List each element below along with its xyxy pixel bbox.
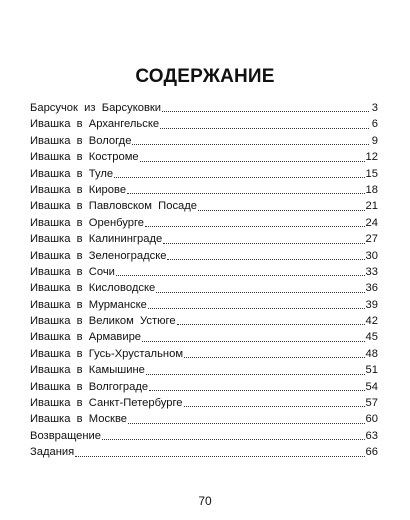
toc-entry-title: Ивашка в Костроме: [30, 151, 139, 164]
toc-entry-page: 42: [365, 315, 378, 328]
toc-entry-page: 3: [371, 102, 378, 114]
dot-leader: [184, 347, 365, 358]
toc-entry: [30, 362, 378, 378]
table-of-contents: [30, 100, 378, 461]
dot-leader: [184, 396, 365, 407]
dot-leader: [116, 265, 365, 276]
toc-entry-title: Ивашка в Сочи: [30, 265, 115, 278]
toc-entry-title: Ивашка в Туле: [30, 167, 114, 180]
toc-entry-title: Ивашка в Гусь-Хрустальном: [30, 347, 184, 360]
toc-entry: [30, 100, 378, 116]
toc-entry: [30, 166, 378, 182]
toc-entry: [30, 116, 378, 132]
toc-entry-page: 48: [365, 347, 378, 360]
dot-leader: [177, 314, 365, 325]
toc-entry-title: Ивашка в Павловском Посаде: [30, 200, 198, 213]
toc-entry: [30, 231, 378, 247]
dot-leader: [145, 216, 365, 227]
dot-leader: [75, 446, 364, 457]
toc-entry: [30, 198, 378, 214]
toc-entry-page: 24: [365, 216, 378, 229]
toc-entry-title: Задания: [30, 446, 75, 459]
toc-entry: [30, 133, 378, 149]
dot-leader: [149, 380, 364, 391]
toc-entry: [30, 264, 378, 280]
toc-entry-page: 39: [365, 298, 378, 311]
toc-entry-page: 57: [365, 397, 378, 410]
toc-entry-page: 60: [365, 413, 378, 426]
toc-entry-title: Ивашка в Москве: [30, 413, 127, 426]
dot-leader: [198, 200, 365, 211]
toc-entry-page: 30: [365, 249, 378, 262]
toc-entry-page: 45: [365, 331, 378, 344]
toc-entry: [30, 313, 378, 329]
toc-entry: [30, 297, 378, 313]
dot-leader: [156, 282, 364, 293]
toc-entry: [30, 395, 378, 411]
toc-entry: [30, 280, 378, 296]
toc-entry-page: 21: [365, 200, 378, 213]
dot-leader: [162, 101, 369, 112]
dot-leader: [114, 167, 364, 178]
toc-entry-title: Ивашка в Мурманске: [30, 298, 147, 311]
toc-entry: [30, 149, 378, 165]
dot-leader: [160, 118, 369, 129]
toc-entry-page: 6: [371, 118, 378, 131]
toc-entry-page: 18: [365, 183, 378, 196]
toc-entry-title: Ивашка в Великом Устюге: [30, 315, 176, 328]
toc-entry-page: 12: [365, 151, 378, 164]
dot-leader: [146, 364, 365, 375]
dot-leader: [142, 331, 365, 342]
toc-entry: [30, 444, 378, 460]
toc-entry: [30, 411, 378, 427]
toc-entry-page: 9: [371, 134, 378, 147]
toc-entry-page: 27: [365, 233, 378, 246]
toc-entry-title: Ивашка в Санкт-Петербурге: [30, 397, 183, 410]
toc-entry-title: Возвращение: [30, 429, 102, 442]
dot-leader: [167, 249, 364, 260]
toc-entry: [30, 182, 378, 198]
dot-leader: [148, 298, 365, 309]
dot-leader: [102, 429, 365, 440]
toc-entry: [30, 428, 378, 444]
toc-entry: [30, 379, 378, 395]
toc-entry-page: 33: [365, 265, 378, 278]
toc-entry: [30, 329, 378, 345]
dot-leader: [140, 151, 365, 162]
toc-entry-title: Ивашка в Кисловодске: [30, 282, 156, 295]
toc-entry: [30, 346, 378, 362]
toc-entry-page: 36: [365, 282, 378, 295]
page-title: СОДЕРЖАНИЕ: [135, 66, 275, 87]
page-number: 70: [198, 494, 212, 508]
dot-leader: [132, 134, 369, 145]
dot-leader: [128, 413, 365, 424]
toc-entry-page: 15: [365, 167, 378, 180]
toc-entry-title: Ивашка в Вологде: [30, 134, 132, 147]
dot-leader: [163, 233, 364, 244]
toc-entry-title: Ивашка в Армавире: [30, 331, 142, 344]
toc-entry-page: 63: [365, 429, 378, 442]
toc-entry-title: Ивашка в Волгограде: [30, 380, 149, 393]
toc-entry-title: Ивашка в Камышине: [30, 364, 145, 377]
toc-entry-title: Ивашка в Оренбурге: [30, 216, 145, 229]
toc-entry-title: Ивашка в Архангельске: [30, 118, 160, 131]
toc-entry: [30, 215, 378, 231]
toc-entry-page: 54: [365, 380, 378, 393]
toc-entry: [30, 248, 378, 264]
toc-entry-title: Ивашка в Калининграде: [30, 233, 163, 246]
toc-entry-title: Ивашка в Зеленоградске: [30, 249, 167, 262]
toc-entry-page: 51: [365, 364, 378, 377]
toc-entry-title: Барсучок из Барсуковки: [30, 102, 162, 114]
toc-entry-title: Ивашка в Кирове: [30, 183, 127, 196]
dot-leader: [127, 183, 365, 194]
toc-entry-page: 66: [365, 446, 378, 459]
